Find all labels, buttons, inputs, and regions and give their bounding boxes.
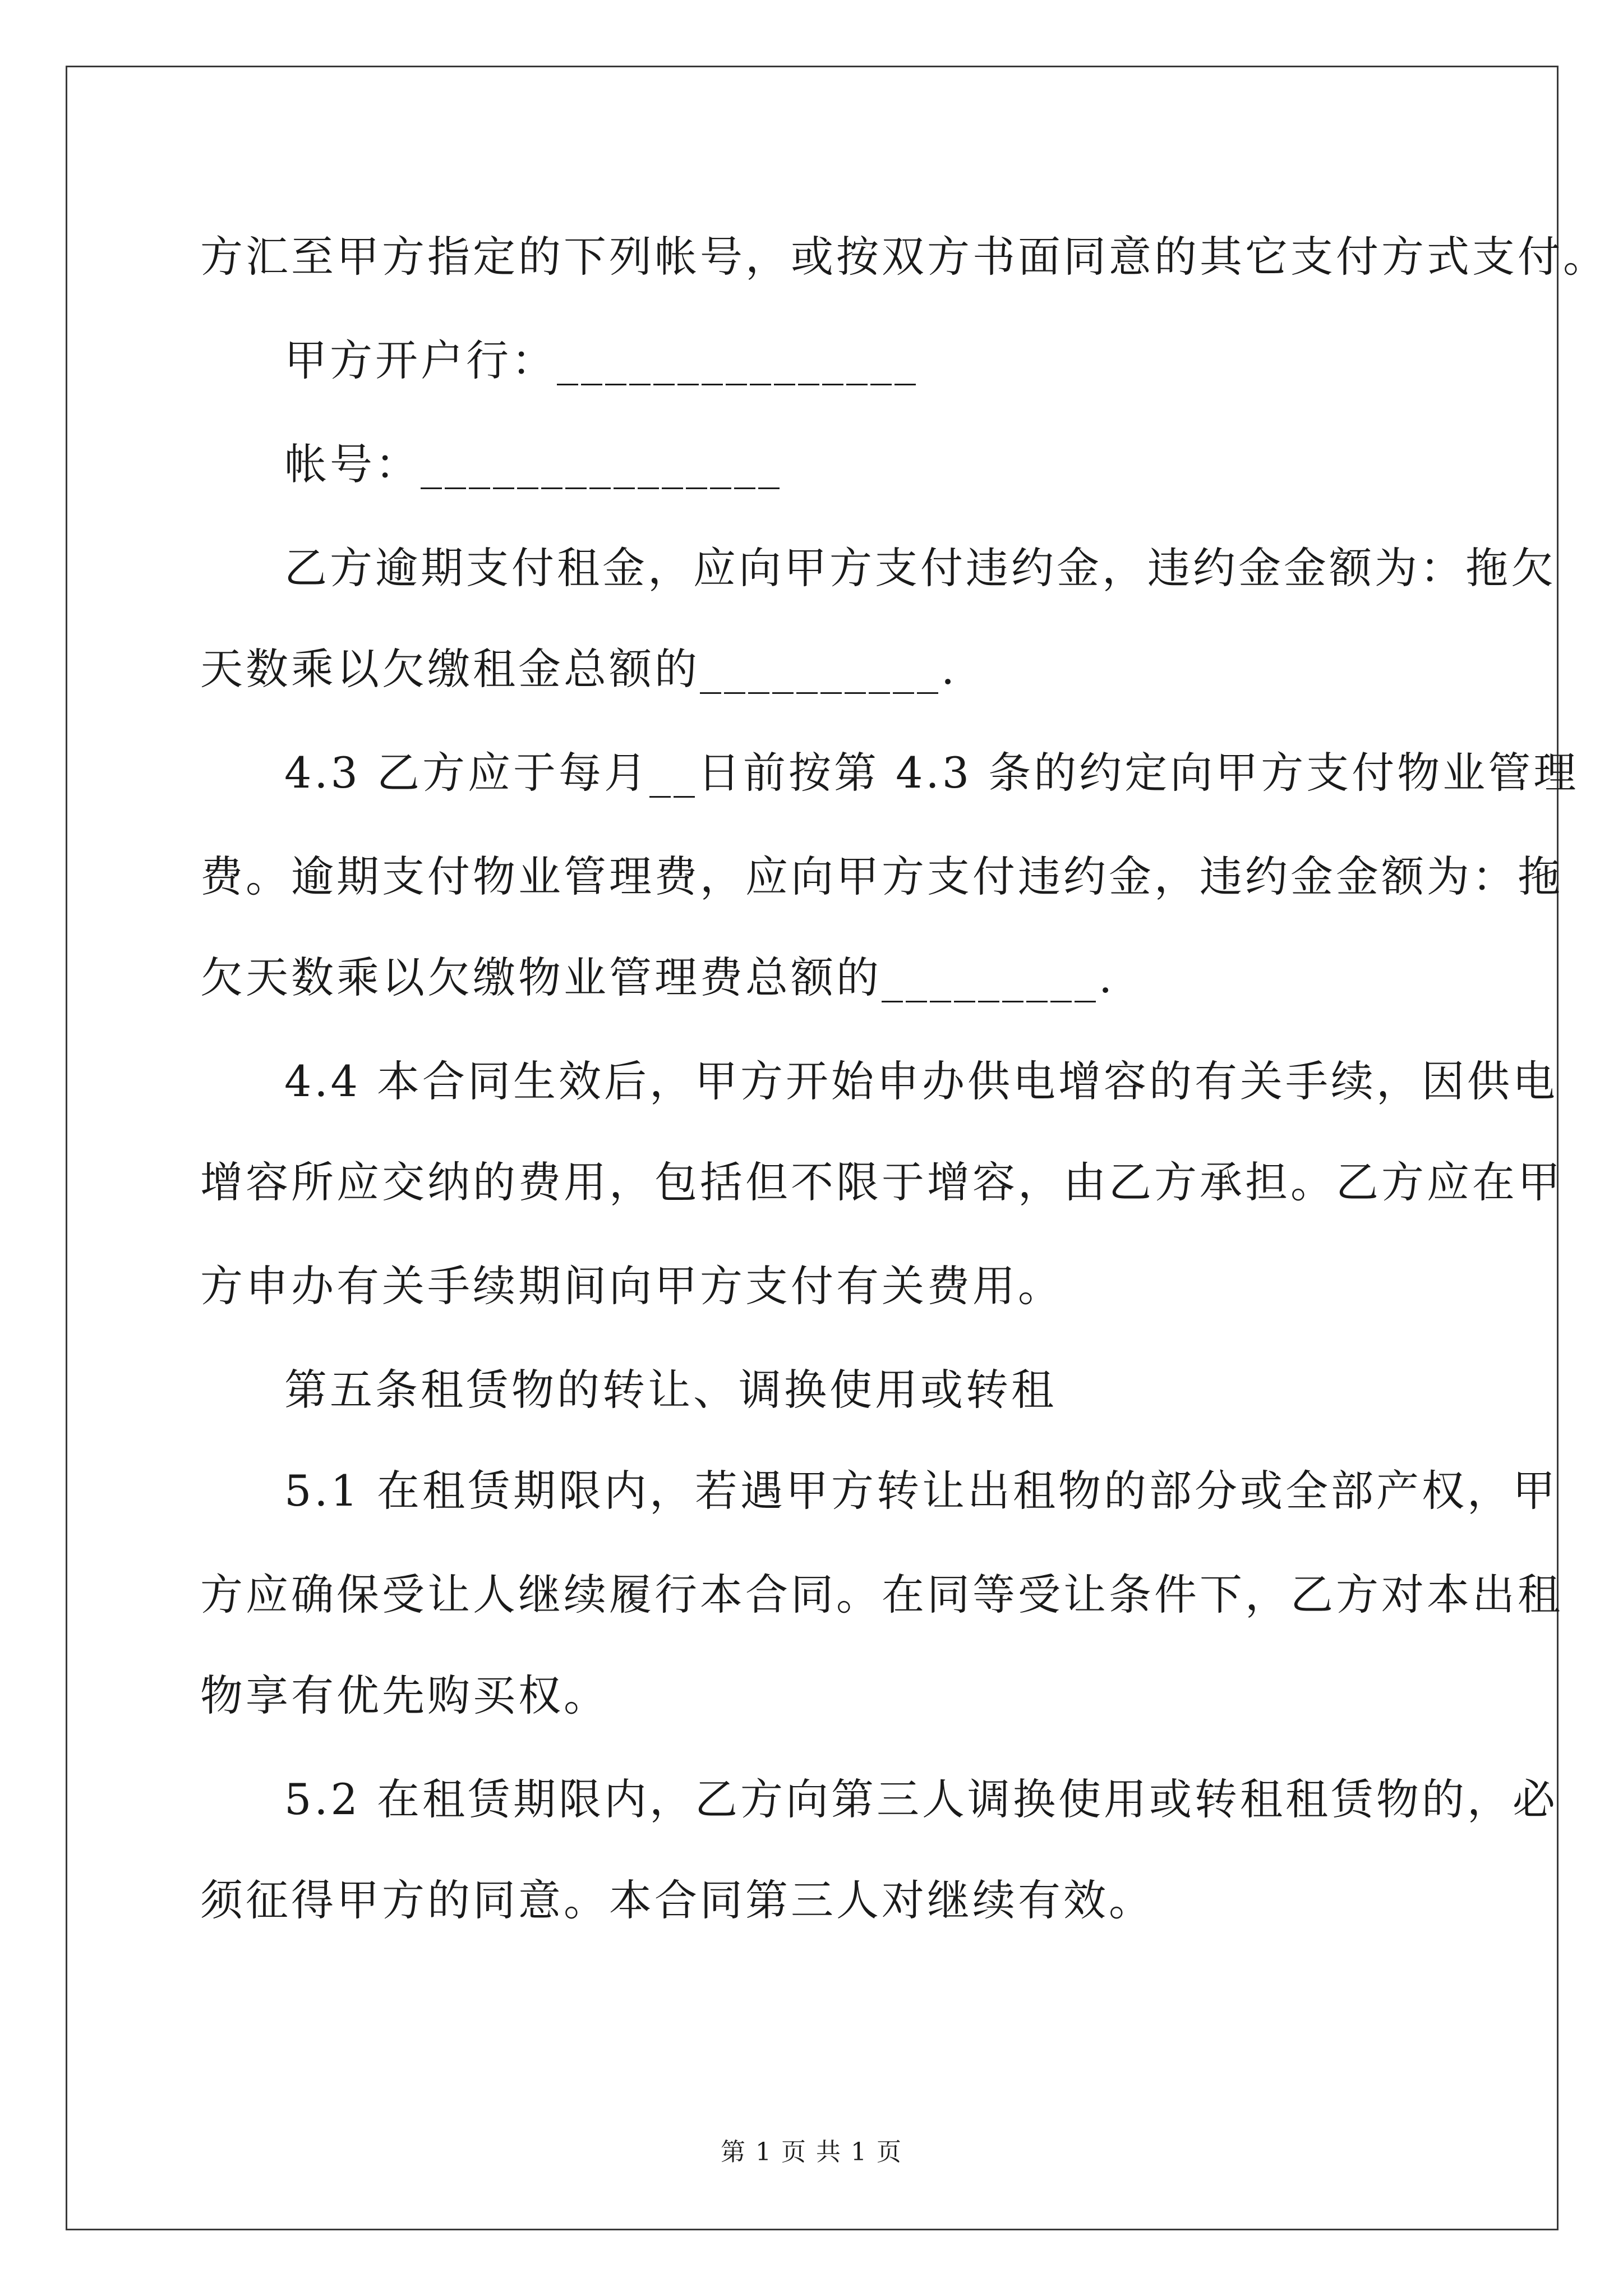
text-line: 帐号：_______________: [284, 439, 782, 489]
section-heading: 第五条租赁物的转让、调换使用或转租: [284, 1365, 1057, 1415]
text-line: 欠天数乘以欠缴物业管理费总额的_________.: [200, 953, 1115, 1002]
text-line: 4.4 本合同生效后，甲方开始申办供电增容的有关手续，因供电: [284, 1056, 1559, 1106]
text-line: 须征得甲方的同意。本合同第三人对继续有效。: [200, 1875, 1154, 1925]
page-number: 第 1 页 共 1 页: [721, 2138, 902, 2166]
text-line: 乙方逾期支付租金，应向甲方支付违约金，违约金金额为：拖欠: [284, 543, 1556, 593]
text-line: 天数乘以欠缴租金总额的__________.: [200, 644, 958, 694]
text-line: 甲方开户行：_______________: [284, 335, 919, 385]
text-line: 5.2 在租赁期限内，乙方向第三人调换使用或转租租赁物的，必: [284, 1774, 1559, 1824]
text-line: 费。逾期支付物业管理费，应向甲方支付违约金，违约金金额为：拖: [200, 852, 1563, 901]
text-line: 方汇至甲方指定的下列帐号，或按双方书面同意的其它支付方式支付。: [200, 232, 1608, 282]
text-line: 物享有优先购买权。: [200, 1671, 609, 1720]
text-line: 方应确保受让人继续履行本合同。在同等受让条件下，乙方对本出租: [200, 1570, 1563, 1619]
text-line: 增容所应交纳的费用，包括但不限于增容，由乙方承担。乙方应在甲: [200, 1157, 1563, 1207]
text-line: 4.3 乙方应于每月__日前按第 4.3 条的约定向甲方支付物业管理: [284, 748, 1579, 798]
text-line: 5.1 在租赁期限内，若遇甲方转让出租物的部分或全部产权，甲: [284, 1466, 1559, 1516]
text-line: 方申办有关手续期间向甲方支付有关费用。: [200, 1261, 1063, 1311]
